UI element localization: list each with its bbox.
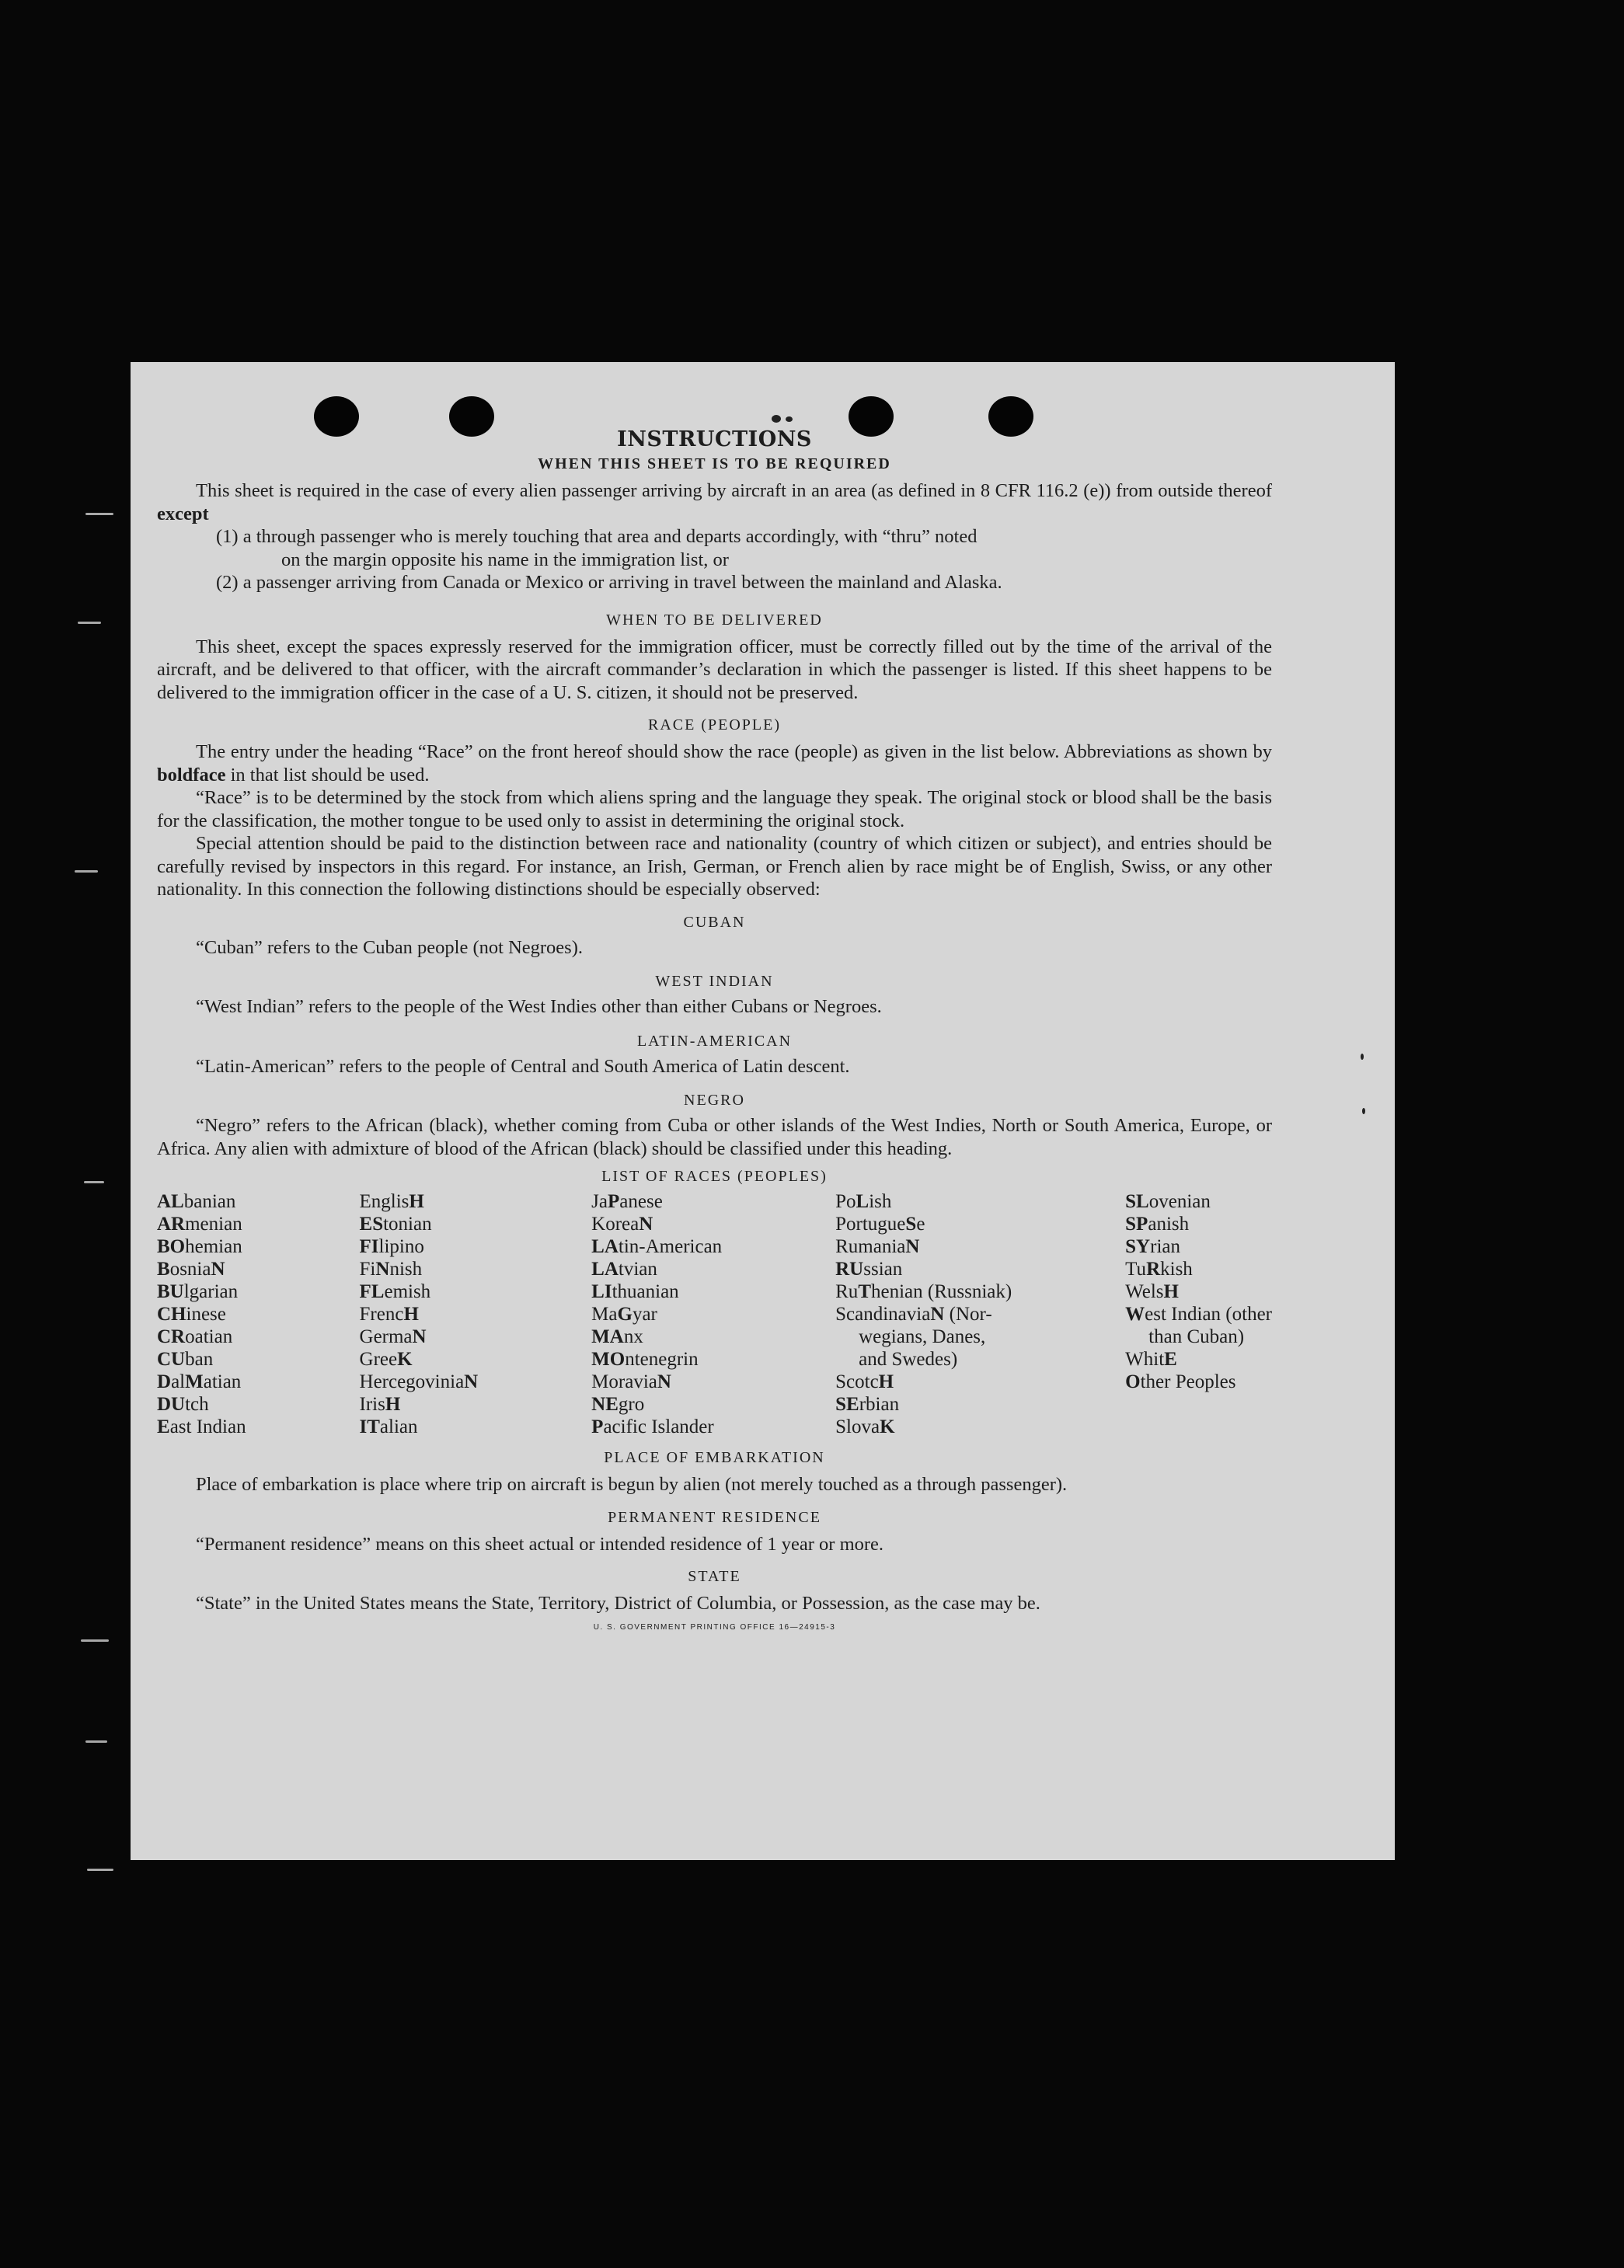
race-entry: FrencH — [359, 1304, 419, 1325]
paragraph-negro: “Negro” refers to the African (black), whether coming from Cuba or other islands of the West Indies, North or South America, Europe, or Africa. Any alien with admixture of blood of the African (black) should be classified under this heading. — [157, 1115, 1272, 1159]
race-entry: GermaN — [359, 1326, 427, 1347]
race-entry: ALbanian — [157, 1191, 236, 1212]
race-entry: LAtin-American — [591, 1236, 723, 1257]
heading-when-required: WHEN THIS SHEET IS TO BE REQUIRED — [538, 455, 891, 472]
race-entry: WelsH — [1125, 1281, 1179, 1302]
races-column — [157, 1190, 246, 1438]
paragraph-latin-american: “Latin-American” refers to the people of Central and South America of Latin descent. — [196, 1055, 850, 1077]
heading-negro: NEGRO — [684, 1092, 745, 1109]
race-entry: ITalian — [359, 1416, 418, 1437]
printer-footer: U. S. GOVERNMENT PRINTING OFFICE 16—24915-3 — [593, 1622, 836, 1632]
race-entry: MOntenegrin — [591, 1349, 699, 1370]
race-entry: BOhemian — [157, 1236, 242, 1257]
race-entry: TuRkish — [1125, 1259, 1193, 1280]
race-entry: MAnx — [591, 1326, 643, 1347]
heading-residence: PERMANENT RESIDENCE — [608, 1508, 821, 1526]
race-entry: BosniaN — [157, 1259, 225, 1280]
race-entry: RUssian — [835, 1259, 903, 1280]
paragraph-race-2: “Race” is to be determined by the stock from which aliens spring and the language they speak. The original stock or blood shall be the basis for the classification, the mother tongue to be used only to assist in determining the original stock. — [157, 787, 1272, 831]
race-entry: MoraviaN — [591, 1371, 671, 1392]
race-entry: ScotcH — [835, 1371, 894, 1392]
race-entry: FIlipino — [359, 1236, 424, 1257]
heading-latin-american: LATIN-AMERICAN — [636, 1032, 793, 1050]
instructions-body — [157, 426, 1272, 1639]
race-entry: SLovenian — [1125, 1191, 1211, 1212]
race-entry: DalMatian — [157, 1371, 242, 1392]
race-entry: GreeK — [359, 1349, 413, 1370]
heading-when-delivered: WHEN TO BE DELIVERED — [606, 611, 823, 629]
races-column — [835, 1190, 1012, 1438]
paragraph-state: “State” in the United States means the State, Territory, District of Columbia, or Possession, as the case may be. — [196, 1593, 1040, 1614]
races-column — [1125, 1190, 1272, 1438]
race-entry: FLemish — [359, 1281, 431, 1302]
race-entry: wegians, Danes, — [859, 1326, 986, 1347]
paragraph-race-1: The entry under the heading “Race” on the front hereof should show the race (people) as given in the list below. Abbreviations as shown by boldface in that list should be used. — [157, 741, 1272, 786]
race-entry: EStonian — [359, 1214, 432, 1235]
paragraph-embarkation: Place of embarkation is place where trip on aircraft is begun by alien (not merely touched as a through passenger). — [196, 1474, 1068, 1495]
race-entry: ScandinaviaN (Nor- — [835, 1304, 992, 1325]
race-entry: SErbian — [835, 1394, 900, 1415]
race-entry: and Swedes) — [859, 1349, 958, 1370]
race-entry: MaGyar — [591, 1304, 657, 1325]
race-entry: SYrian — [1125, 1236, 1180, 1257]
heading-west-indian: WEST INDIAN — [655, 973, 774, 990]
race-entry: PoLish — [835, 1191, 892, 1212]
paragraph-west-indian: “West Indian” refers to the people of the West Indies other than either Cubans or Negroes. — [196, 996, 882, 1017]
races-column — [360, 1190, 479, 1438]
race-entry: SPanish — [1125, 1214, 1190, 1235]
race-entry: Pacific Islander — [591, 1416, 714, 1437]
race-entry: CRoatian — [157, 1326, 233, 1347]
paragraph-cuban: “Cuban” refers to the Cuban people (not Negroes). — [196, 936, 583, 958]
race-entry: West Indian (other — [1125, 1304, 1272, 1325]
race-entry: DUtch — [157, 1394, 209, 1415]
race-entry: FiNnish — [359, 1259, 423, 1280]
race-entry: ARmenian — [157, 1214, 242, 1235]
paragraph-residence: “Permanent residence” means on this sheet actual or intended residence of 1 year or more. — [196, 1533, 884, 1555]
race-entry: Other Peoples — [1125, 1371, 1236, 1392]
list-item-2: (2) a passenger arriving from Canada or Mexico or arriving in travel between the mainland and Alaska. — [216, 572, 1002, 593]
race-entry: JaPanese — [591, 1191, 663, 1212]
race-entry: RuThenian (Russniak) — [835, 1281, 1012, 1302]
heading-state: STATE — [688, 1568, 741, 1585]
race-entry: BUlgarian — [157, 1281, 239, 1302]
race-entry: CHinese — [157, 1304, 226, 1325]
race-entry: than Cuban) — [1148, 1326, 1245, 1347]
race-entry: LIthuanian — [591, 1281, 679, 1302]
heading-embarkation: PLACE OF EMBARKATION — [604, 1449, 825, 1466]
race-entry: EnglisH — [359, 1191, 424, 1212]
list-item-1-cont: on the margin opposite his name in the immigration list, or — [281, 549, 729, 570]
race-entry: RumaniaN — [835, 1236, 920, 1257]
heading-race: RACE (PEOPLE) — [648, 716, 781, 733]
race-entry: IrisH — [359, 1394, 401, 1415]
race-entry: NEgro — [591, 1394, 645, 1415]
paragraph-when-required: This sheet is required in the case of every alien passenger arriving by aircraft in an area (as defined in 8 CFR 116.2 (e)) from outside thereof except — [157, 480, 1272, 524]
race-entry: CUban — [157, 1349, 214, 1370]
instruction-sheet — [131, 362, 1395, 1860]
races-column — [591, 1190, 722, 1438]
paragraph-when-delivered: This sheet, except the spaces expressly reserved for the immigration officer, must be correctly filled out by the time of the arrival of the aircraft, and be delivered to that officer, with the aircraft commander’s declaration in which the passenger is listed. If this sheet happens to be delivered to the immigration officer in the case of a U. S. citizen, it should not be preserved. — [157, 636, 1272, 703]
heading-list-of-races: LIST OF RACES (PEOPLES) — [601, 1168, 828, 1185]
page-title: INSTRUCTIONS — [617, 427, 812, 451]
race-entry: WhitE — [1125, 1349, 1177, 1370]
paragraph-race-3: Special attention should be paid to the distinction between race and nationality (country of which citizen or subject), and entries should be carefully revised by inspectors in this regard. For instance, an Irish, German, or French alien by race might be of English, Swiss, or any other nationality. In this connection the following distinctions should be especially observed: — [157, 833, 1272, 900]
race-entry: LAtvian — [591, 1259, 657, 1280]
races-table — [157, 1190, 1272, 1438]
list-item-1: (1) a through passenger who is merely touching that area and departs accordingly, with “thru” noted — [216, 526, 978, 547]
race-entry: PortugueSe — [835, 1214, 925, 1235]
race-entry: SlovaK — [835, 1416, 895, 1437]
race-entry: East Indian — [157, 1416, 246, 1437]
race-entry: HercegoviniaN — [359, 1371, 479, 1392]
heading-cuban: CUBAN — [683, 913, 746, 931]
race-entry: KoreaN — [591, 1214, 653, 1235]
